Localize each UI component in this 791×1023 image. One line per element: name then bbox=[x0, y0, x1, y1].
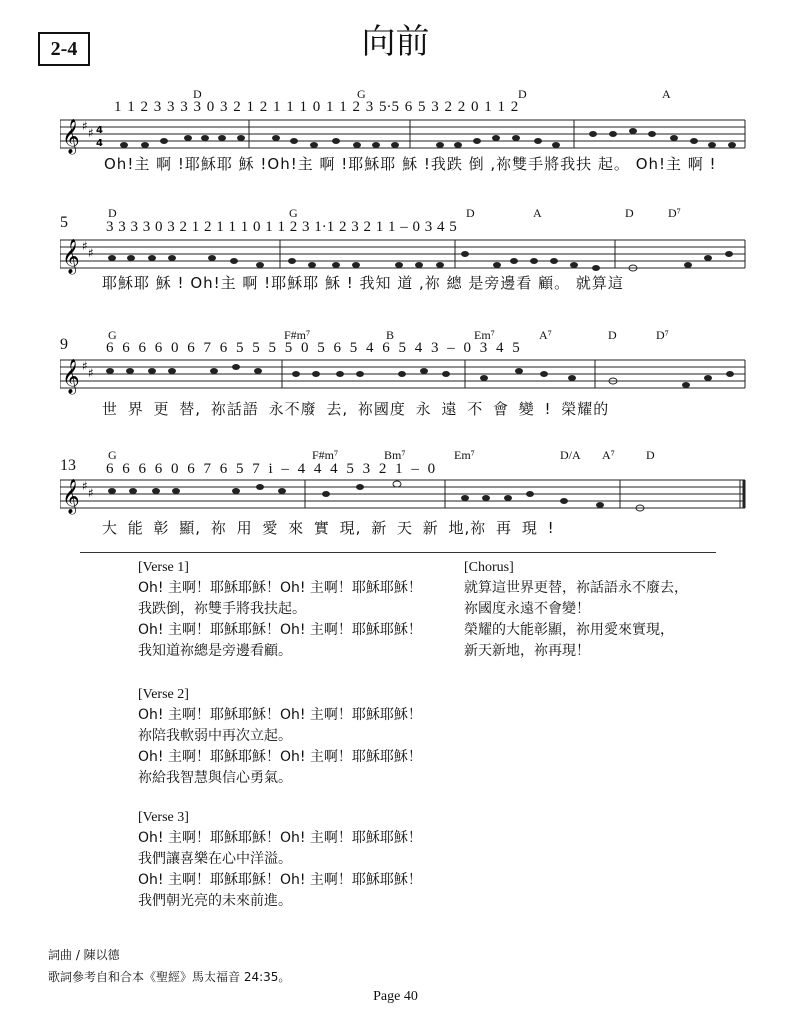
svg-text:♯: ♯ bbox=[88, 246, 94, 260]
svg-text:𝄞: 𝄞 bbox=[62, 359, 80, 394]
verse-line: Oh! 主啊！耶穌耶穌！Oh! 主啊！耶穌耶穌！ bbox=[138, 622, 422, 638]
song-title: 向前 bbox=[361, 22, 430, 62]
chord: A bbox=[533, 206, 542, 220]
chord: B bbox=[386, 328, 395, 342]
chord: F#m⁷ bbox=[284, 328, 311, 342]
chorus-tag: [Chorus] bbox=[464, 560, 514, 575]
measure-number: 5 bbox=[60, 214, 68, 231]
music-staff bbox=[60, 352, 750, 398]
verse-line: Oh! 主啊！耶穌耶穌！Oh! 主啊！耶穌耶穌！ bbox=[138, 830, 422, 846]
lyric-line: 耶穌耶 穌 ! Oh!主 啊 !耶穌耶 穌 ! 我知 道 ,祢 總 是旁邊看 顧。 就算這 bbox=[102, 274, 624, 292]
svg-text:♯: ♯ bbox=[82, 119, 88, 133]
svg-text:♯: ♯ bbox=[88, 126, 94, 140]
chord: A bbox=[662, 87, 671, 101]
chord: Em⁷ bbox=[474, 328, 495, 342]
measure-number: 13 bbox=[60, 457, 76, 474]
scripture-reference: 歌詞參考自和合本《聖經》馬太福音 24:35。 bbox=[48, 970, 291, 984]
lyric-line: 大 能 彰 顯, 祢 用 愛 來 實 現, 新 天 新 地,祢 再 現 ! bbox=[102, 519, 555, 537]
lyric-line: Oh!主 啊 !耶穌耶 穌 !Oh!主 啊 !耶穌耶 穌 !我跌 倒 ,祢雙手將我扶 起。 Oh!主 啊 ! bbox=[104, 155, 717, 173]
chord: D⁷ bbox=[656, 328, 669, 342]
verse-line: Oh! 主啊！耶穌耶穌！Oh! 主啊！耶穌耶穌！ bbox=[138, 580, 422, 596]
numbered-notation: 6 6 6 6 0 6 7 6 5 5 5 5 0 5 6 5 4 6 5 4 3 – 0 3 4 5 bbox=[106, 340, 520, 356]
svg-text:𝄞: 𝄞 bbox=[62, 239, 80, 274]
chord: Bm⁷ bbox=[384, 448, 406, 462]
verse-tag: [Verse 3] bbox=[138, 810, 189, 825]
numbered-notation: 3 3 3 3 0 3 2 1 2 1 1 1 0 1 1 2 3 1·1 2 3 2 1 1 – 0 3 4 5 bbox=[106, 219, 457, 235]
verse-1 bbox=[138, 557, 422, 662]
chord: D/A bbox=[560, 448, 581, 462]
chord: D bbox=[518, 87, 527, 101]
chorus-line: 新天新地，祢再現！ bbox=[464, 643, 590, 659]
chord: D⁷ bbox=[668, 206, 681, 220]
svg-text:♯: ♯ bbox=[82, 239, 88, 253]
chord: D bbox=[193, 87, 202, 101]
chord: G bbox=[108, 328, 117, 342]
chord: D bbox=[608, 328, 617, 342]
svg-text:4: 4 bbox=[96, 125, 103, 136]
chorus-line: 榮耀的大能彰顯，祢用愛來實現， bbox=[464, 622, 674, 638]
chord: D bbox=[108, 206, 117, 220]
music-staff bbox=[60, 112, 750, 158]
svg-text:♯: ♯ bbox=[82, 479, 88, 493]
section-divider bbox=[80, 552, 716, 553]
chord: D bbox=[625, 206, 634, 220]
chord: G bbox=[357, 87, 366, 101]
numbered-notation: 1 1 2 3 3 3 3 0 3 2 1 2 1 1 1 0 1 1 2 3 5·5 6 5 3 2 2 0 1 1 2 bbox=[114, 99, 519, 115]
measure-number: 9 bbox=[60, 336, 68, 353]
verse-tag: [Verse 1] bbox=[138, 560, 189, 575]
numbered-notation: 6 6 6 6 0 6 7 6 5 7 i – 4 4 4 5 3 2 1 – 0 bbox=[106, 461, 436, 477]
svg-text:𝄞: 𝄞 bbox=[62, 119, 80, 154]
verse-line: 我們讓喜樂在心中洋溢。 bbox=[138, 851, 292, 867]
svg-text:♯: ♯ bbox=[88, 486, 94, 500]
verse-line: Oh! 主啊！耶穌耶穌！Oh! 主啊！耶穌耶穌！ bbox=[138, 749, 422, 765]
svg-text:4: 4 bbox=[96, 138, 103, 149]
verse-line: 祢陪我軟弱中再次立起。 bbox=[138, 728, 292, 744]
verse-line: Oh! 主啊！耶穌耶穌！Oh! 主啊！耶穌耶穌！ bbox=[138, 707, 422, 723]
svg-text:𝄞: 𝄞 bbox=[62, 479, 80, 514]
chord: G bbox=[108, 448, 117, 462]
chord: F#m⁷ bbox=[312, 448, 339, 462]
chorus bbox=[464, 557, 688, 662]
chord: Em⁷ bbox=[454, 448, 475, 462]
chord: D bbox=[646, 448, 655, 462]
verse-line: 我們朝光亮的未來前進。 bbox=[138, 893, 292, 909]
svg-text:♯: ♯ bbox=[82, 359, 88, 373]
verse-line: 祢給我智慧與信心勇氣。 bbox=[138, 770, 292, 786]
composer-credit: 詞曲 / 陳以德 bbox=[48, 948, 120, 962]
chord: G bbox=[289, 206, 298, 220]
page-number: Page 40 bbox=[373, 989, 418, 1004]
chorus-line: 就算這世界更替，祢話語永不廢去， bbox=[464, 580, 688, 596]
lyric-line: 世 界 更 替, 祢話語 永不廢 去, 祢國度 永 遠 不 會 變 ! 榮耀的 bbox=[102, 400, 610, 418]
song-number-badge: 2-4 bbox=[38, 32, 90, 66]
svg-text:♯: ♯ bbox=[88, 366, 94, 380]
chord: D bbox=[466, 206, 475, 220]
verse-line: 我知道祢總是旁邊看顧。 bbox=[138, 643, 292, 659]
music-staff bbox=[60, 472, 750, 518]
verse-line: 我跌倒，祢雙手將我扶起。 bbox=[138, 601, 306, 617]
verse-2 bbox=[138, 684, 422, 789]
verse-tag: [Verse 2] bbox=[138, 687, 189, 702]
chord: A⁷ bbox=[539, 328, 552, 342]
verse-line: Oh! 主啊！耶穌耶穌！Oh! 主啊！耶穌耶穌！ bbox=[138, 872, 422, 888]
verse-3 bbox=[138, 807, 422, 912]
chord: A⁷ bbox=[602, 448, 615, 462]
chorus-line: 祢國度永遠不會變！ bbox=[464, 601, 590, 617]
